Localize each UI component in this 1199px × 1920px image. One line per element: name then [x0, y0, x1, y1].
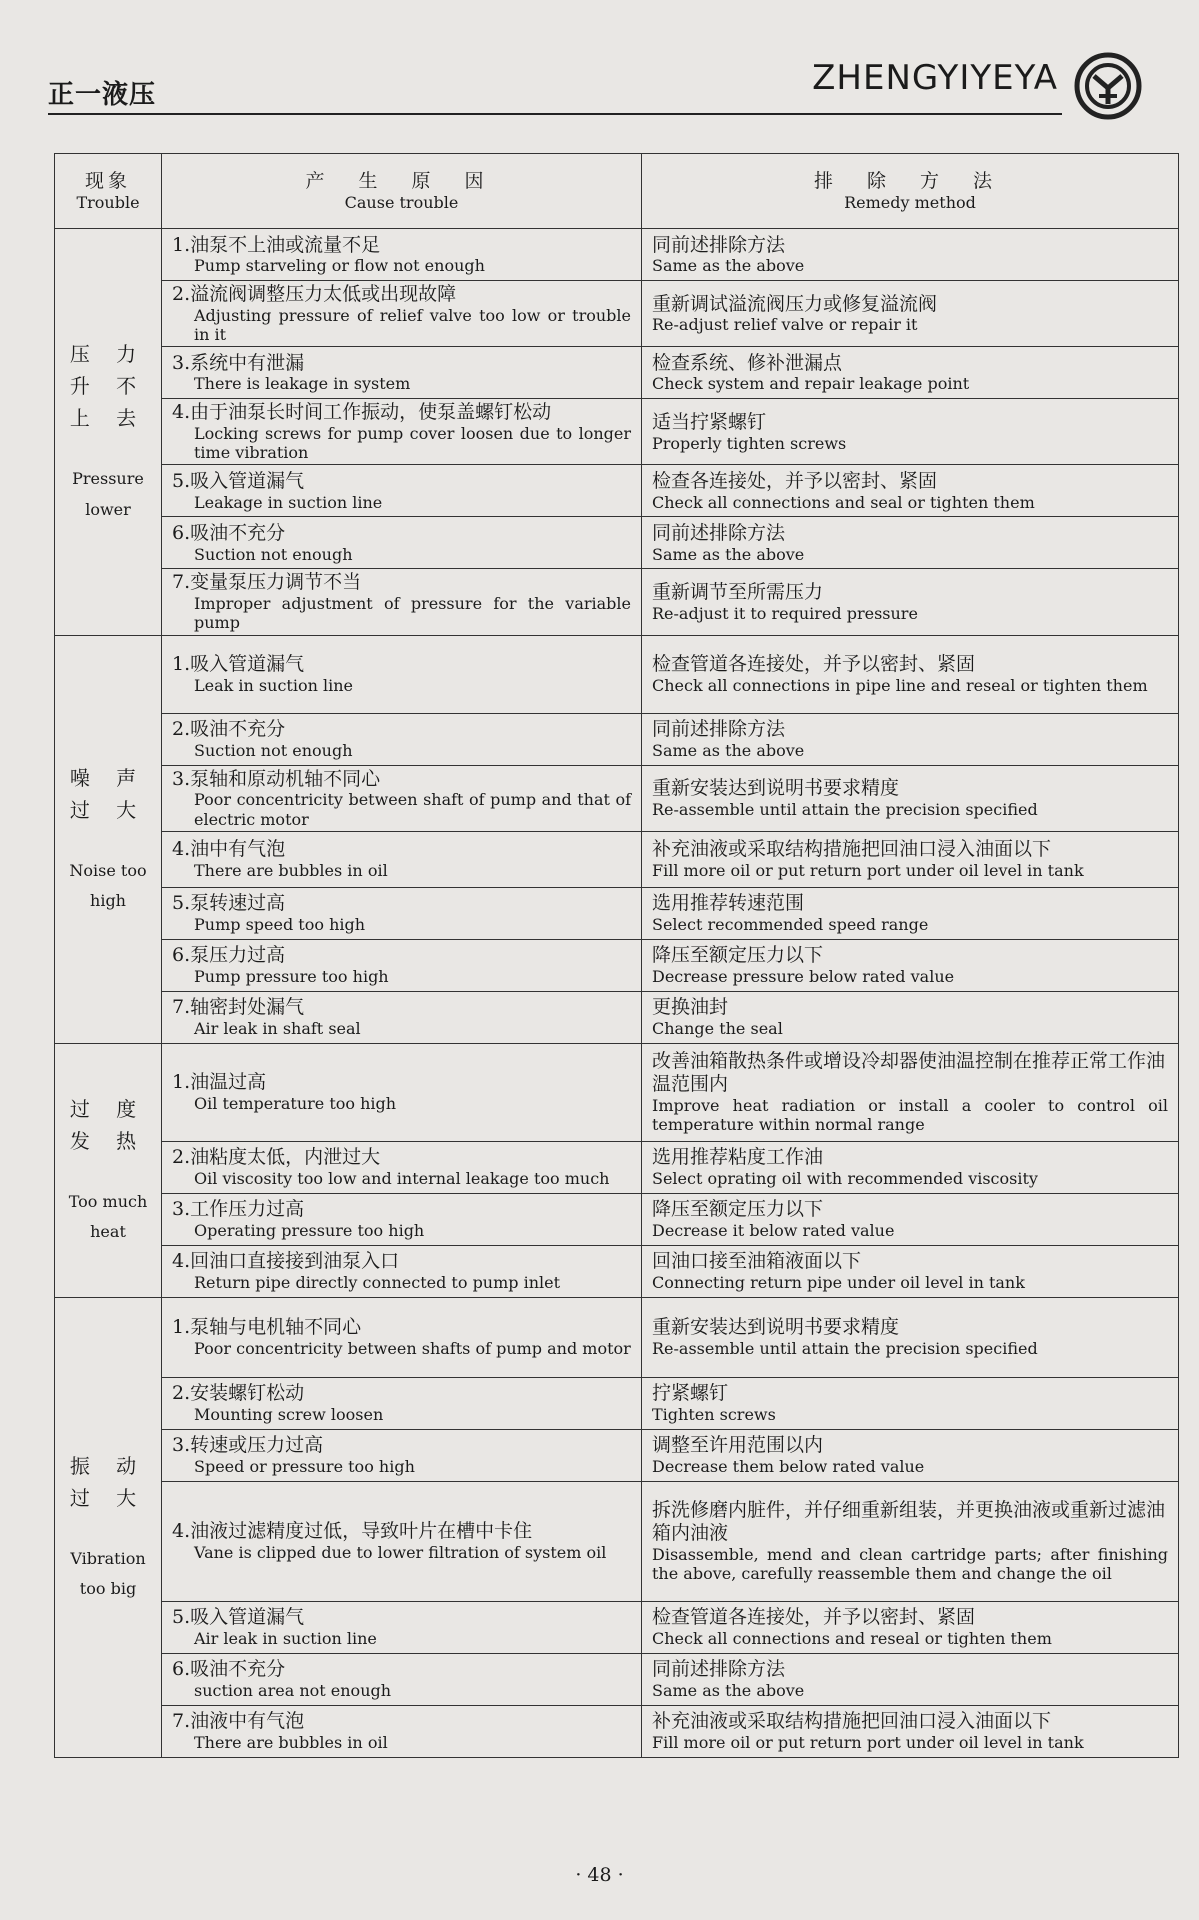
cause-cell: [162, 991, 642, 1043]
remedy-english: Fill more oil or put return port under oil level in tank: [652, 860, 1084, 880]
brand-name-chinese: 正一液压: [48, 80, 157, 110]
header-rule: [48, 113, 1062, 115]
remedy-english: Check all connections and reseal or tighten them: [652, 1628, 1052, 1648]
cause-chinese: 2.吸油不充分: [172, 718, 286, 741]
remedy-english: Decrease them below rated value: [652, 1456, 925, 1476]
table-row: [55, 1043, 1179, 1141]
table-row: [55, 1297, 1179, 1377]
remedy-chinese: 补充油液或采取结构措施把回油口浸入油面以下: [652, 838, 1052, 861]
cause-cell: [162, 465, 642, 517]
remedy-english: Improve heat radiation or install a cooler to control oil temperature within normal range: [652, 1095, 1168, 1134]
remedy-chinese: 拧紧螺钉: [652, 1382, 729, 1405]
trouble-category-cell: [55, 1043, 162, 1297]
remedy-chinese: 降压至额定压力以下: [652, 1198, 824, 1221]
remedy-chinese: 重新调节至所需压力: [652, 580, 824, 603]
remedy-chinese: 降压至额定压力以下: [652, 944, 824, 967]
cause-chinese: 3.泵轴和原动机轴不同心: [172, 767, 381, 790]
table-row: [55, 229, 1179, 281]
trouble-name-english: Vibration too big: [70, 1548, 146, 1599]
cause-chinese: 1.吸入管道漏气: [172, 653, 305, 676]
cause-chinese: 2.安装螺钉松动: [172, 1382, 305, 1405]
cause-cell: [162, 1705, 642, 1757]
header-trouble: 现象 Trouble: [55, 154, 162, 229]
remedy-cell: [642, 991, 1179, 1043]
table-row: [55, 1705, 1179, 1757]
cause-english: Improper adjustment of pressure for the variable pump: [194, 594, 631, 633]
remedy-cell: [642, 1297, 1179, 1377]
cause-chinese: 5.泵转速过高: [172, 892, 286, 915]
cause-cell: [162, 1245, 642, 1297]
remedy-chinese: 选用推荐转速范围: [652, 892, 805, 915]
remedy-english: Check system and repair leakage point: [652, 374, 970, 394]
remedy-cell: [642, 229, 1179, 281]
cause-english: Adjusting pressure of relief valve too low or trouble in it: [194, 305, 631, 344]
cause-english: Air leak in shaft seal: [194, 1018, 361, 1038]
remedy-english: Connecting return pipe under oil level in tank: [652, 1272, 1025, 1292]
cause-cell: [162, 1429, 642, 1481]
remedy-chinese: 适当拧紧螺钉: [652, 410, 767, 433]
remedy-english: Check all connections and seal or tighten them: [652, 492, 1035, 512]
table-row: [55, 569, 1179, 635]
cause-english: Operating pressure too high: [194, 1220, 425, 1240]
cause-english: Suction not enough: [194, 544, 353, 564]
cause-english: Poor concentricity between shaft of pump and that of electric motor: [194, 790, 631, 829]
cause-cell: [162, 1377, 642, 1429]
remedy-cell: [642, 831, 1179, 887]
remedy-chinese: 调整至许用范围以内: [652, 1434, 824, 1457]
table-row: [55, 347, 1179, 399]
cause-cell: [162, 517, 642, 569]
cause-cell: [162, 1043, 642, 1141]
cause-chinese: 2.溢流阀调整压力太低或出现故障: [172, 283, 457, 305]
trouble-name-chinese: 振 动 过 大: [69, 1453, 147, 1510]
cause-cell: [162, 347, 642, 399]
cause-cell: [162, 635, 642, 713]
cause-english: Air leak in suction line: [194, 1628, 377, 1648]
cause-english: Suction not enough: [194, 740, 353, 760]
remedy-chinese: 补充油液或采取结构措施把回油口浸入油面以下: [652, 1710, 1052, 1733]
cause-chinese: 5.吸入管道漏气: [172, 1606, 305, 1629]
page-number: · 48 ·: [575, 1864, 624, 1886]
cause-chinese: 6.泵压力过高: [172, 944, 286, 967]
remedy-english: Tighten screws: [652, 1404, 776, 1424]
cause-cell: [162, 831, 642, 887]
cause-cell: [162, 1193, 642, 1245]
remedy-cell: [642, 1377, 1179, 1429]
remedy-chinese: 拆洗修磨内脏件，并仔细重新组装，并更换油液或重新过滤油箱内油液: [652, 1499, 1166, 1544]
cause-english: Leak in suction line: [194, 675, 353, 695]
cause-cell: [162, 229, 642, 281]
remedy-english: Disassemble, mend and clean cartridge parts; after finishing the above, carefully reassemble them and change the oil: [652, 1544, 1168, 1583]
cause-cell: [162, 1653, 642, 1705]
table-row: [55, 1141, 1179, 1193]
cause-cell: [162, 765, 642, 831]
trouble-name-chinese: 压 力 升 不 上 去: [69, 342, 147, 431]
table-row: [55, 713, 1179, 765]
cause-chinese: 3.工作压力过高: [172, 1198, 305, 1221]
remedy-chinese: 检查管道各连接处，并予以密封、紧固: [652, 653, 976, 676]
cause-cell: [162, 1601, 642, 1653]
remedy-english: Fill more oil or put return port under oil level in tank: [652, 1732, 1084, 1752]
remedy-english: Same as the above: [652, 740, 805, 760]
remedy-chinese: 重新调试溢流阀压力或修复溢流阀: [652, 292, 938, 315]
trouble-category-cell: [55, 1297, 162, 1757]
cause-cell: [162, 713, 642, 765]
remedy-cell: [642, 281, 1179, 347]
cause-cell: [162, 887, 642, 939]
remedy-english: Decrease pressure below rated value: [652, 966, 955, 986]
cause-english: Oil temperature too high: [194, 1093, 397, 1113]
remedy-chinese: 更换油封: [652, 996, 729, 1019]
cause-english: Vane is clipped due to lower filtration of system oil: [194, 1542, 607, 1562]
table-row: [55, 991, 1179, 1043]
remedy-cell: [642, 1705, 1179, 1757]
cause-english: Pump starveling or flow not enough: [194, 256, 485, 276]
remedy-cell: [642, 765, 1179, 831]
cause-cell: [162, 569, 642, 635]
remedy-cell: [642, 1601, 1179, 1653]
cause-cell: [162, 281, 642, 347]
remedy-cell: [642, 465, 1179, 517]
table-row: [55, 465, 1179, 517]
remedy-cell: [642, 517, 1179, 569]
cause-chinese: 7.变量泵压力调节不当: [172, 571, 362, 594]
table-row: [55, 281, 1179, 347]
remedy-cell: [642, 399, 1179, 465]
cause-english: Poor concentricity between shafts of pump and motor: [194, 1338, 631, 1358]
cause-english: Locking screws for pump cover loosen due to longer time vibration: [194, 423, 631, 463]
table-row: [55, 1377, 1179, 1429]
cause-english: Mounting screw loosen: [194, 1404, 384, 1424]
remedy-cell: [642, 1141, 1179, 1193]
trouble-category-cell: [55, 229, 162, 636]
remedy-english: Change the seal: [652, 1018, 783, 1038]
cause-chinese: 1.油温过高: [172, 1071, 267, 1094]
remedy-english: Properly tighten screws: [652, 433, 847, 453]
troubleshooting-table: [54, 153, 1179, 1758]
remedy-cell: [642, 1193, 1179, 1245]
cause-chinese: 4.回油口直接接到油泵入口: [172, 1250, 400, 1273]
table-row: [55, 887, 1179, 939]
company-logo-icon: [1074, 52, 1142, 120]
cause-cell: [162, 1481, 642, 1601]
cause-chinese: 6.吸油不充分: [172, 521, 286, 544]
cause-english: Oil viscosity too low and internal leakage too much: [194, 1168, 610, 1188]
table-row: [55, 399, 1179, 465]
remedy-cell: [642, 635, 1179, 713]
remedy-chinese: 选用推荐粘度工作油: [652, 1146, 824, 1169]
cause-english: Speed or pressure too high: [194, 1456, 415, 1476]
remedy-cell: [642, 1481, 1179, 1601]
remedy-english: Same as the above: [652, 544, 805, 564]
table-row: [55, 1601, 1179, 1653]
cause-english: Pump pressure too high: [194, 966, 389, 986]
cause-english: There are bubbles in oil: [194, 860, 388, 880]
remedy-cell: [642, 1043, 1179, 1141]
table-row: [55, 1193, 1179, 1245]
remedy-english: Same as the above: [652, 256, 805, 276]
cause-cell: [162, 1141, 642, 1193]
remedy-english: Decrease it below rated value: [652, 1220, 895, 1240]
table-row: [55, 1481, 1179, 1601]
trouble-category-cell: [55, 635, 162, 1043]
trouble-name-chinese: 噪 声 过 大: [69, 765, 147, 822]
remedy-english: Re-assemble until attain the precision specified: [652, 1338, 1038, 1358]
remedy-english: Re-adjust relief valve or repair it: [652, 315, 918, 335]
table-header-row: [55, 154, 1179, 229]
remedy-chinese: 同前述排除方法: [652, 718, 786, 741]
cause-chinese: 2.油粘度太低，内泄过大: [172, 1146, 381, 1169]
cause-chinese: 4.由于油泵长时间工作振动，使泵盖螺钉松动: [172, 401, 552, 424]
trouble-name-english: Noise too high: [69, 860, 147, 911]
remedy-chinese: 改善油箱散热条件或增设冷却器使油温控制在推荐正常工作油温范围内: [652, 1050, 1166, 1095]
remedy-cell: [642, 939, 1179, 991]
header-remedy: 排 除 方 法 Remedy method: [642, 154, 1179, 229]
table-row: [55, 939, 1179, 991]
trouble-name-chinese: 过 度 发 热: [69, 1096, 147, 1153]
remedy-cell: [642, 887, 1179, 939]
remedy-english: Same as the above: [652, 1680, 805, 1700]
remedy-cell: [642, 569, 1179, 635]
cause-chinese: 7.轴密封处漏气: [172, 996, 305, 1019]
remedy-cell: [642, 1429, 1179, 1481]
table-row: [55, 1429, 1179, 1481]
remedy-chinese: 检查系统、修补泄漏点: [652, 351, 843, 374]
table-row: [55, 831, 1179, 887]
cause-english: Return pipe directly connected to pump inlet: [194, 1272, 561, 1292]
remedy-english: Re-assemble until attain the precision specified: [652, 799, 1038, 819]
table-row: [55, 765, 1179, 831]
cause-chinese: 4.油液过滤精度过低，导致叶片在槽中卡住: [172, 1520, 533, 1543]
cause-cell: [162, 1297, 642, 1377]
remedy-chinese: 检查管道各连接处，并予以密封、紧固: [652, 1606, 976, 1629]
remedy-chinese: 同前述排除方法: [652, 1658, 786, 1681]
remedy-english: Select recommended speed range: [652, 914, 929, 934]
remedy-cell: [642, 713, 1179, 765]
brand-name-english: ZHENGYIYEYA: [812, 58, 1058, 98]
table-row: [55, 635, 1179, 713]
cause-chinese: 1.泵轴与电机轴不同心: [172, 1316, 362, 1339]
table-row: [55, 1245, 1179, 1297]
remedy-chinese: 同前述排除方法: [652, 521, 786, 544]
remedy-english: Select oprating oil with recommended viscosity: [652, 1168, 1038, 1188]
remedy-cell: [642, 1653, 1179, 1705]
header-cause: 产 生 原 因 Cause trouble: [162, 154, 642, 229]
remedy-cell: [642, 1245, 1179, 1297]
cause-english: suction area not enough: [194, 1680, 392, 1700]
cause-chinese: 5.吸入管道漏气: [172, 469, 305, 492]
cause-english: There are bubbles in oil: [194, 1732, 388, 1752]
trouble-name-english: Pressure lower: [72, 469, 144, 519]
table-row: [55, 517, 1179, 569]
cause-english: Leakage in suction line: [194, 492, 383, 512]
cause-english: There is leakage in system: [194, 374, 411, 394]
remedy-cell: [642, 347, 1179, 399]
remedy-chinese: 重新安装达到说明书要求精度: [652, 777, 900, 800]
cause-cell: [162, 399, 642, 465]
cause-chinese: 1.油泵不上油或流量不足: [172, 233, 381, 256]
table-row: [55, 1653, 1179, 1705]
cause-cell: [162, 939, 642, 991]
table-body: [55, 229, 1179, 1758]
cause-chinese: 4.油中有气泡: [172, 838, 286, 861]
remedy-chinese: 同前述排除方法: [652, 233, 786, 256]
cause-english: Pump speed too high: [194, 914, 366, 934]
remedy-chinese: 检查各连接处，并予以密封、紧固: [652, 469, 938, 492]
cause-chinese: 7.油液中有气泡: [172, 1710, 305, 1733]
cause-chinese: 3.转速或压力过高: [172, 1434, 324, 1457]
remedy-chinese: 重新安装达到说明书要求精度: [652, 1316, 900, 1339]
remedy-english: Check all connections in pipe line and reseal or tighten them: [652, 675, 1148, 695]
remedy-english: Re-adjust it to required pressure: [652, 603, 918, 623]
trouble-name-english: Too much heat: [68, 1191, 148, 1242]
cause-chinese: 3.系统中有泄漏: [172, 351, 305, 374]
page-header: [48, 52, 1158, 118]
remedy-chinese: 回油口接至油箱液面以下: [652, 1250, 862, 1273]
cause-chinese: 6.吸油不充分: [172, 1658, 286, 1681]
